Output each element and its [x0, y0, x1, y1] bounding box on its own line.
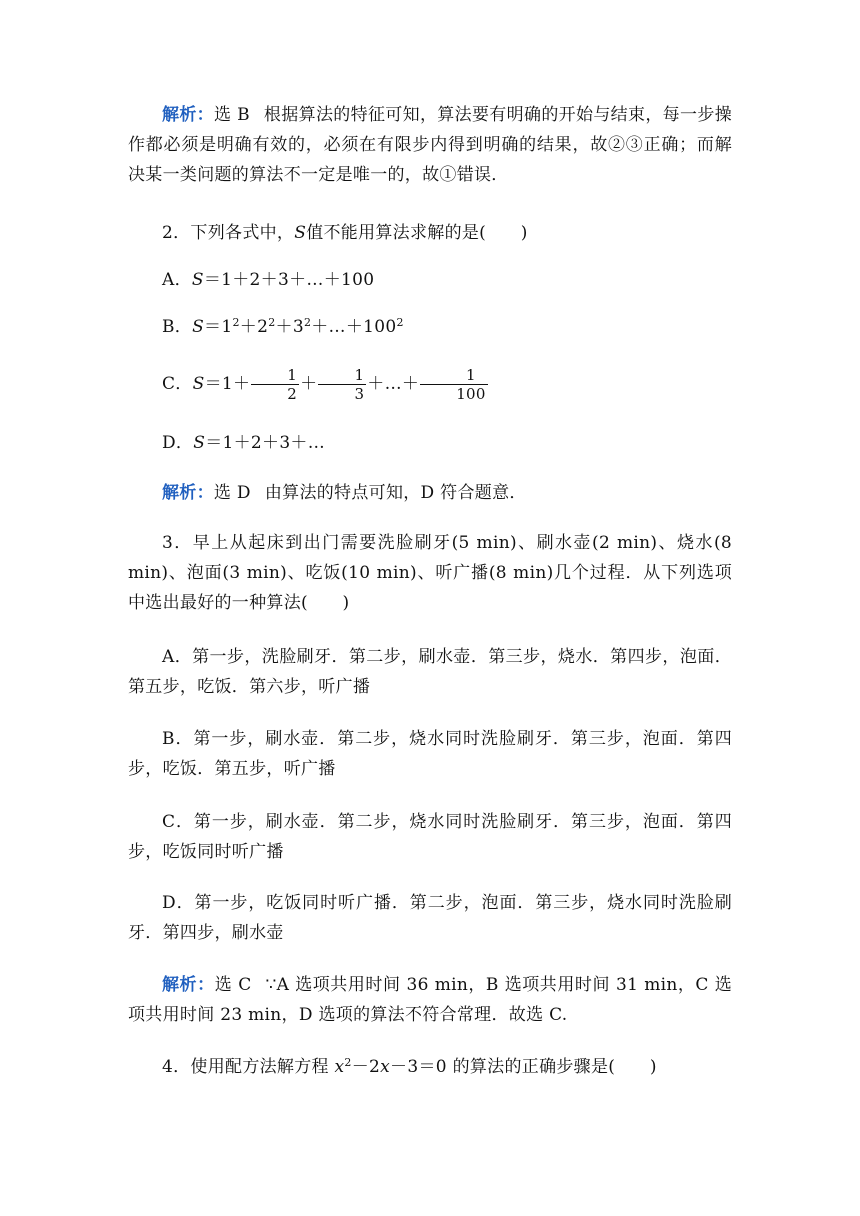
expr-part: ＋ — [300, 374, 318, 394]
numerator: 1 — [420, 366, 488, 385]
q1-analysis — [128, 100, 732, 190]
expr-part: ＝1 — [204, 317, 233, 337]
option-label: D． — [162, 433, 194, 453]
option-variable: S — [192, 317, 205, 337]
expr-part: ＋…＋ — [367, 374, 420, 394]
analysis-choice: 选 D — [213, 483, 251, 503]
question-2-stem — [128, 218, 732, 248]
numerator: 1 — [251, 366, 299, 385]
expr-part: ＋3 — [275, 317, 304, 337]
analysis-label: 解析： — [162, 483, 214, 503]
exponent: 2 — [303, 316, 312, 329]
stem-variable: x — [334, 1057, 345, 1077]
analysis-choice: 选 C — [214, 975, 252, 995]
denominator: 3 — [354, 385, 365, 403]
question-number: 4． — [162, 1057, 191, 1077]
analysis-choice: 选 B — [214, 105, 250, 125]
analysis-label: 解析： — [162, 105, 215, 125]
stem-variable: x — [380, 1057, 391, 1077]
option-variable: S — [193, 433, 206, 453]
analysis-label: 解析： — [162, 975, 215, 995]
analysis-text: 根据算法的特征可知，算法要有明确的开始与结束，每一步操作都必须是明确有效的，必须在有限步内得到明确的结果，故②③正确；而解决某一类问题的算法不一定是唯一的，故①错误． — [128, 105, 732, 185]
question-2-option-a — [128, 265, 732, 295]
question-number: 3． — [162, 533, 193, 553]
expr-part: ＋2 — [239, 317, 269, 337]
question-2-option-c — [128, 366, 732, 403]
option-expression: ＝1＋2＋3＋… — [205, 433, 326, 453]
question-number: 2． — [162, 223, 191, 243]
expr-part: ＋…＋100 — [311, 317, 397, 337]
expr-part: ＝1＋ — [204, 374, 251, 394]
denominator: 100 — [456, 385, 486, 403]
option-expression: ＝1＋2＋3＋…＋100 — [203, 270, 375, 290]
option-label: B． — [162, 317, 193, 337]
analysis-text: ∵A 选项共用时间 36 min，B 选项共用时间 31 min，C 选项共用时间 23 min，D 选项的算法不符合常理．故选 C. — [128, 975, 733, 1025]
question-3-option-a: A．第一步，洗脸刷牙．第二步，刷水壶．第三步，烧水．第四步，泡面．第五步，吃饭．第六步，听广播 — [128, 647, 732, 697]
fraction — [420, 366, 488, 403]
exponent: 2 — [344, 1056, 352, 1069]
question-2-option-b — [128, 312, 732, 342]
stem-text: －2 — [351, 1057, 381, 1077]
denominator: 2 — [287, 385, 298, 403]
numerator: 1 — [318, 366, 366, 385]
stem-text: 使用配方法解方程 — [190, 1057, 335, 1077]
analysis-text: 由算法的特点可知，D 符合题意． — [264, 483, 527, 503]
question-3-option-d: D．第一步，吃饭同时听广播．第二步，泡面．第三步，烧水同时洗脸刷牙．第四步，刷水壶 — [128, 893, 732, 943]
question-3-stem — [128, 528, 732, 618]
stem-text: 早上从起床到出门需要洗脸刷牙(5 min)、刷水壶(2 min)、烧水(8 min)、泡面(3 min)、吃饭(10 min)、听广播(8 min)几个过程．从下列选项中选出最好的一种算法( ) — [128, 533, 732, 613]
question-4-stem — [128, 1052, 732, 1082]
question-2-analysis — [128, 478, 732, 508]
stem-text: 值不能用算法求解的是( ) — [306, 223, 528, 243]
stem-text: －3＝0 的算法的正确步骤是( ) — [390, 1057, 657, 1077]
question-2-option-d — [128, 428, 732, 458]
option-variable: S — [191, 270, 204, 290]
option-label: C． — [162, 374, 193, 394]
exponent: 2 — [268, 316, 276, 329]
option-variable: S — [192, 374, 205, 394]
option-label: A． — [162, 270, 192, 290]
exponent: 2 — [232, 316, 240, 329]
question-3-option-b: B．第一步，刷水壶．第二步，烧水同时洗脸刷牙．第三步，泡面．第四步，吃饭．第五步，听广播 — [128, 729, 732, 779]
fraction — [251, 366, 299, 403]
exponent: 2 — [396, 316, 404, 329]
fraction — [318, 366, 366, 403]
stem-text: 下列各式中， — [190, 223, 295, 243]
stem-variable: S — [294, 223, 307, 243]
question-3-option-c: C．第一步，刷水壶．第二步，烧水同时洗脸刷牙．第三步，泡面．第四步，吃饭同时听广播 — [128, 812, 732, 862]
question-3-analysis — [128, 970, 732, 1030]
